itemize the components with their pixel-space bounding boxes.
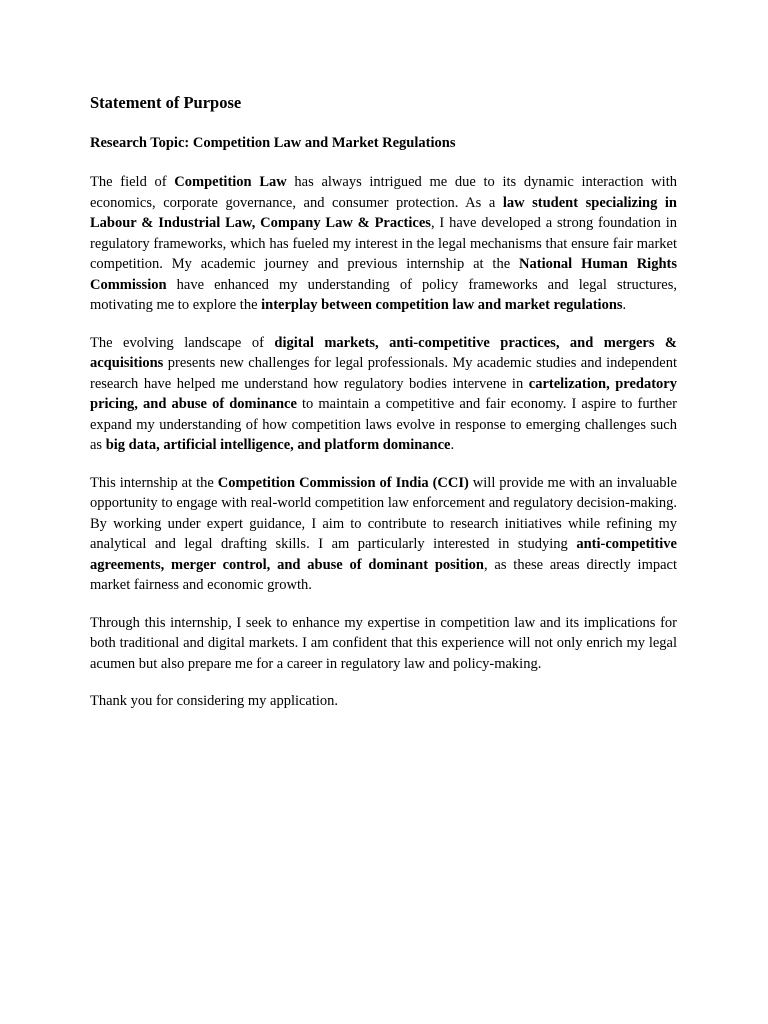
emphasized-text: National Human Rights Commission	[90, 256, 677, 293]
paragraph-landscape	[90, 333, 677, 456]
emphasized-text: big data, artificial intelligence, and platform dominance	[105, 437, 451, 453]
emphasized-text: anti-competitive agreements, merger control, and abuse of dominant position	[90, 536, 677, 573]
emphasized-text: Competition Commission of India (CCI)	[217, 474, 469, 491]
body-text: , I have developed a strong foundation in regulatory frameworks, which has fueled my interest in the legal mechanisms that ensure fair market competition. My academic journey and previous internship at the	[90, 215, 677, 272]
paragraph-goals	[90, 613, 677, 675]
paragraph-intro	[90, 172, 677, 316]
research-topic-heading: Research Topic: Competition Law and Market Regulations	[90, 135, 456, 151]
body-text: Thank you for considering my application.	[90, 693, 339, 709]
paragraph-internship	[90, 473, 677, 596]
emphasized-text: digital markets, anti-competitive practices, and mergers & acquisitions	[90, 334, 677, 371]
body-text: , as these areas directly impact market fairness and economic growth.	[90, 556, 677, 593]
body-text: have enhanced my understanding of policy frameworks and legal structures, motivating me to explore the	[90, 276, 677, 313]
emphasized-text: cartelization, predatory pricing, and abuse of dominance	[90, 375, 677, 412]
body-text: This internship at the	[90, 474, 218, 491]
body-text: will provide me with an invaluable opportunity to engage with real-world competition law enforcement and regulatory decision-making. By working under expert guidance, I aim to contribute to research initiatives while refining my analytical and legal drafting skills. I am particularly interested in studying	[90, 474, 677, 552]
emphasized-text: Competition Law	[174, 174, 287, 190]
body-text: Through this internship, I seek to enhance my expertise in competition law and its implications for both traditional and digital markets. I am confident that this experience will not only enrich my legal acumen but also prepare me for a career in regulatory law and policy-making.	[90, 614, 677, 672]
emphasized-text: law student specializing in Labour & Industrial Law, Company Law & Practices	[90, 194, 677, 231]
body-text: has always intrigued me due to its dynamic interaction with economics, corporate governance, and consumer protection. As a	[90, 174, 677, 211]
body-text: .	[450, 437, 455, 453]
document-title: Statement of Purpose	[90, 93, 242, 112]
body-text: The evolving landscape of	[90, 334, 275, 351]
body-text: The field of	[90, 174, 175, 190]
body-text: to maintain a competitive and fair economy. I aspire to further expand my understanding of how competition laws evolve in response to emerging challenges such as	[90, 396, 677, 453]
body-text: .	[622, 297, 627, 313]
body-text: presents new challenges for legal professionals. My academic studies and independent research have helped me understand how regulatory bodies intervene in	[90, 355, 677, 392]
paragraph-closing	[90, 691, 677, 712]
document-page	[90, 92, 677, 729]
emphasized-text: interplay between competition law and market regulations	[261, 297, 623, 313]
